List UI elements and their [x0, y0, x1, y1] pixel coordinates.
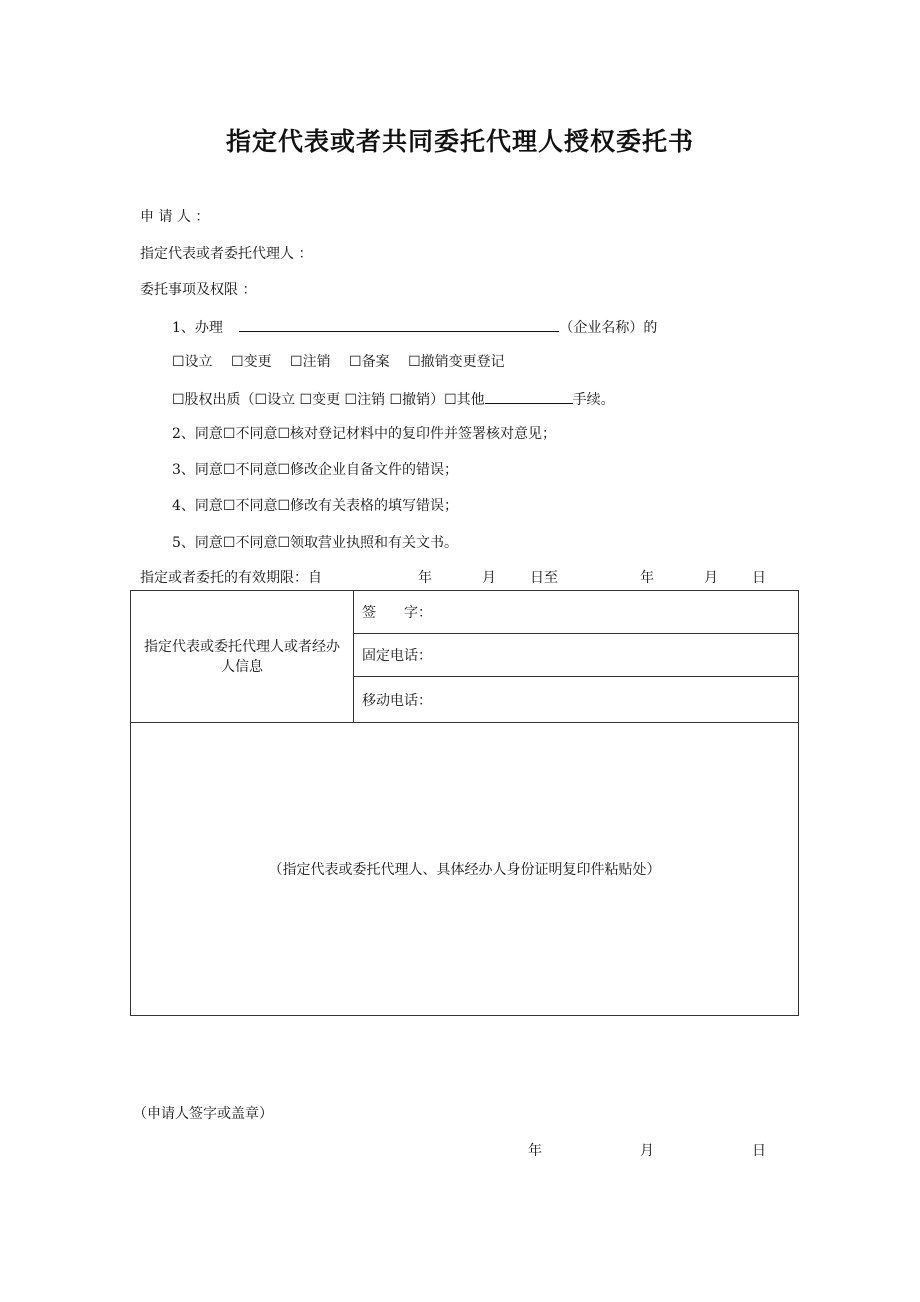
option-cancel-checkbox[interactable]: ☐注销: [290, 354, 331, 370]
option-revoke-checkbox[interactable]: ☐撤销变更登记: [408, 354, 505, 370]
validity-period: [0, 569, 920, 587]
item-1-line: [172, 317, 657, 337]
id-copy-paste-area: [131, 723, 799, 1016]
period-day-to: 日至: [530, 570, 558, 586]
period-year: 年: [418, 570, 432, 586]
applicant-label: 申 请 人 ：: [140, 209, 210, 225]
option-change-checkbox[interactable]: ☐变更: [231, 354, 272, 370]
signature-year: 年: [528, 1143, 542, 1159]
item-5[interactable]: 5、同意☐不同意☐领取营业执照和有关文书。: [172, 535, 459, 551]
item-1-prefix: 1、办理: [172, 320, 223, 336]
signature-month: 月: [640, 1143, 654, 1159]
equity-pledge-suffix: 手续。: [572, 392, 615, 408]
equity-pledge-options[interactable]: ☐股权出质（☐设立 ☐变更 ☐注销 ☐撤销）☐其他: [172, 392, 485, 408]
period-prefix: 指定或者委托的有效期限：自: [140, 570, 322, 586]
item-3[interactable]: 3、同意☐不同意☐修改企业自备文件的错误；: [172, 462, 459, 478]
period-year-2: 年: [640, 570, 654, 586]
period-month: 月: [482, 570, 496, 586]
agent-info-table: [130, 590, 799, 1016]
agent-info-label: 指定代表或委托代理人或者经办人信息: [131, 591, 354, 723]
option-record-checkbox[interactable]: ☐备案: [349, 354, 390, 370]
equity-pledge-line: [172, 389, 615, 409]
registration-options: [172, 353, 505, 371]
item-1-suffix: （企业名称）的: [559, 320, 658, 336]
signature-field[interactable]: 签 字：: [354, 591, 799, 634]
matters-label: 委托事项及权限 ：: [140, 282, 257, 298]
landline-field[interactable]: 固定电话：: [354, 634, 799, 677]
option-establish-checkbox[interactable]: ☐设立: [172, 354, 213, 370]
item-4[interactable]: 4、同意☐不同意☐修改有关表格的填写错误；: [172, 498, 459, 514]
document-title: 指定代表或者共同委托代理人授权委托书: [225, 127, 694, 156]
other-blank[interactable]: [485, 389, 573, 404]
signature-day: 日: [752, 1143, 766, 1159]
item-2[interactable]: 2、同意☐不同意☐核对登记材料中的复印件并签署核对意见；: [172, 426, 557, 442]
paste-note: （指定代表或委托代理人、具体经办人身份证明复印件粘贴处）: [268, 862, 661, 878]
company-name-blank[interactable]: [239, 317, 559, 332]
period-month-2: 月: [704, 570, 718, 586]
applicant-signature-label: （申请人签字或盖章）: [133, 1106, 273, 1122]
agent-label: 指定代表或者委托代理人 ：: [140, 246, 313, 262]
mobile-field[interactable]: 移动电话：: [354, 677, 799, 723]
period-day-2: 日: [752, 570, 766, 586]
